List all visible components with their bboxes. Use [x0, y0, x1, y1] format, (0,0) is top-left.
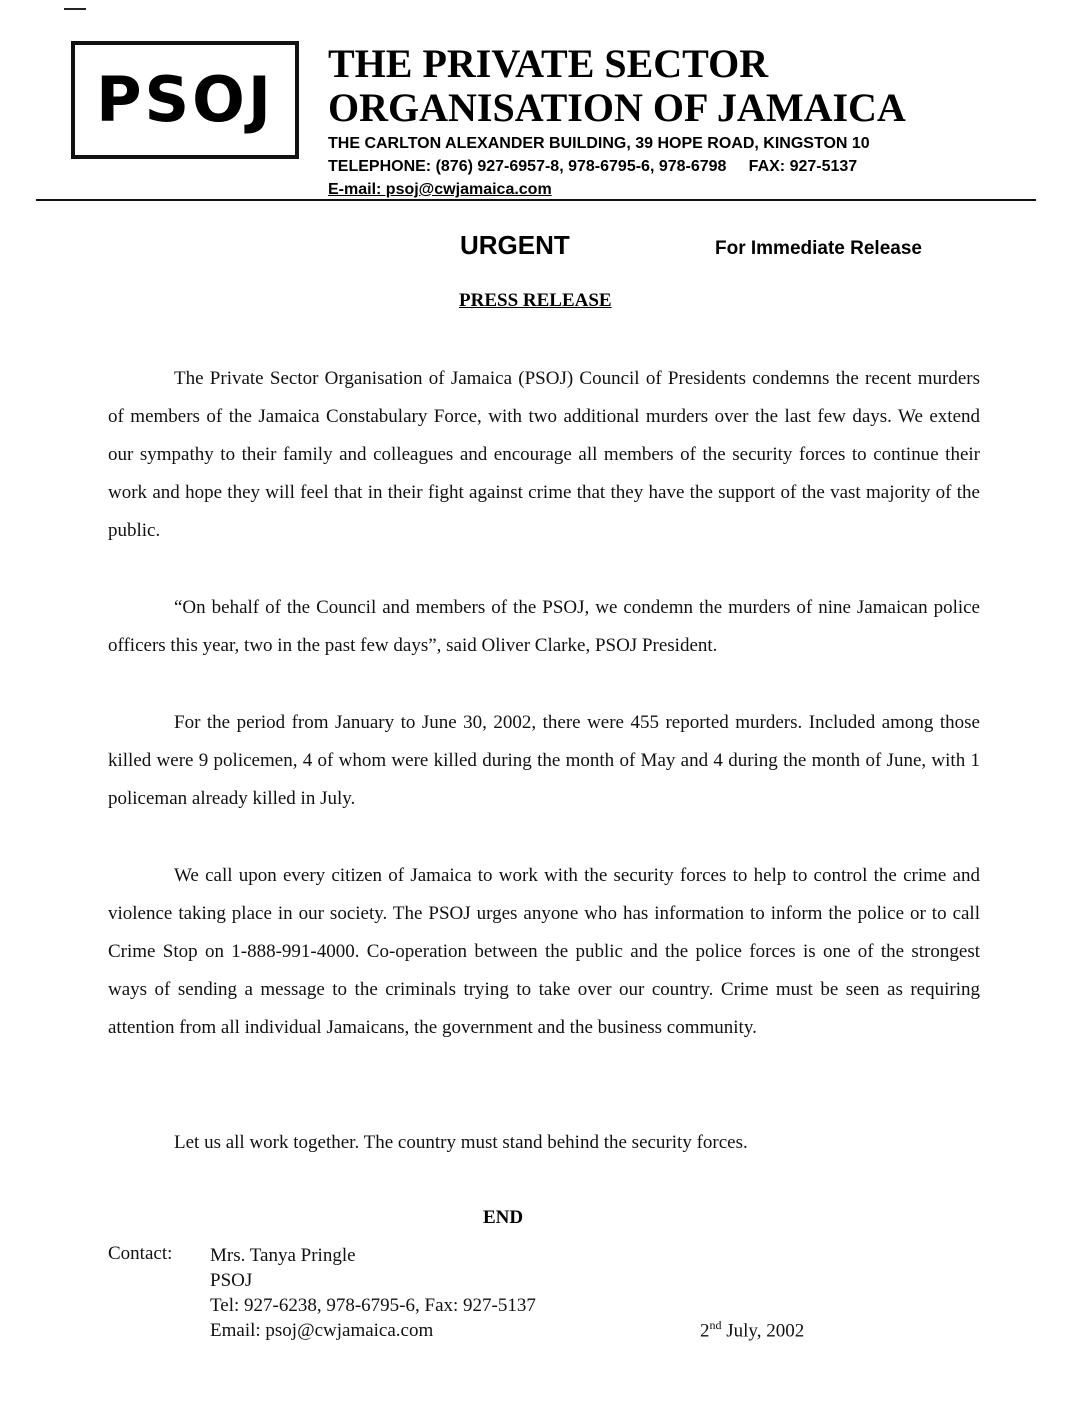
header-divider: [36, 199, 1036, 201]
contact-email: Email: psoj@cwjamaica.com: [210, 1320, 434, 1341]
end-label: END: [483, 1207, 524, 1228]
date-day: 2: [700, 1320, 710, 1342]
contact-label: Contact:: [108, 1243, 173, 1264]
paragraph-text: “On behalf of the Council and members of the PSOJ, we condemn the murders of nine Jamaican police officers this year, two in the past few days”, said Oliver Clarke, PSOJ President.: [108, 597, 980, 656]
paragraph-text: The Private Sector Organisation of Jamaica (PSOJ) Council of Presidents condemns the recent murders of members of the Jamaica Constabulary Force, with two additional murders over the last few days. We extend our sympathy to their family and colleagues and encourage all members of the security forces to continue their work and hope they will feel that in their fight against crime that they have the support of the vast majority of the public.: [108, 368, 980, 541]
organisation-name: [328, 42, 906, 130]
body-paragraph: [108, 857, 980, 1047]
urgent-label: URGENT: [460, 230, 570, 260]
date-rest: July, 2002: [721, 1320, 805, 1342]
paragraph-text: We call upon every citizen of Jamaica to work with the security forces to help to control the crime and violence taking place in our society. The PSOJ urges anyone who has information to inform the police or to call Crime Stop on 1-888-991-4000. Co-operation between the public and the police forces is one of the strongest ways of sending a message to the criminals trying to take over our country. Crime must be seen as requiring attention from all individual Jamaicans, the government and the business community.: [108, 865, 980, 1038]
body-paragraph: [108, 589, 980, 665]
press-release-title: PRESS RELEASE: [459, 290, 612, 311]
org-name-line-2: ORGANISATION OF JAMAICA: [328, 85, 906, 130]
org-telephone: TELEPHONE: (876) 927-6957-8, 978-6795-6, 978-6798 FAX: 927-5137: [328, 158, 858, 175]
contact-telephone: Tel: 927-6238, 978-6795-6, Fax: 927-5137: [210, 1295, 536, 1316]
immediate-release-label: For Immediate Release: [715, 238, 922, 259]
body-paragraph: [108, 704, 980, 818]
paragraph-text: Let us all work together. The country must stand behind the security forces.: [174, 1132, 748, 1153]
date-suffix: nd: [709, 1318, 722, 1332]
org-email: E-mail: psoj@cwjamaica.com: [328, 181, 552, 198]
organisation-contact: [328, 132, 870, 201]
logo-text: PSOJ: [96, 63, 274, 136]
body-paragraph: [108, 360, 980, 550]
org-name-line-1: THE PRIVATE SECTOR: [328, 41, 769, 86]
body-paragraph: [108, 1124, 980, 1162]
paragraph-text: For the period from January to June 30, 2002, there were 455 reported murders. Included among those killed were 9 policemen, 4 of whom were killed during the month of May and 4 during the month of June, with 1 policeman already killed in July.: [108, 712, 980, 809]
contact-name: Mrs. Tanya Pringle: [210, 1245, 356, 1266]
contact-org: PSOJ: [210, 1270, 253, 1291]
contact-details: [210, 1243, 536, 1343]
release-date: [700, 1318, 804, 1342]
org-address: THE CARLTON ALEXANDER BUILDING, 39 HOPE ROAD, KINGSTON 10: [328, 135, 870, 152]
psoj-logo: [71, 41, 299, 159]
stray-mark: [64, 8, 86, 10]
